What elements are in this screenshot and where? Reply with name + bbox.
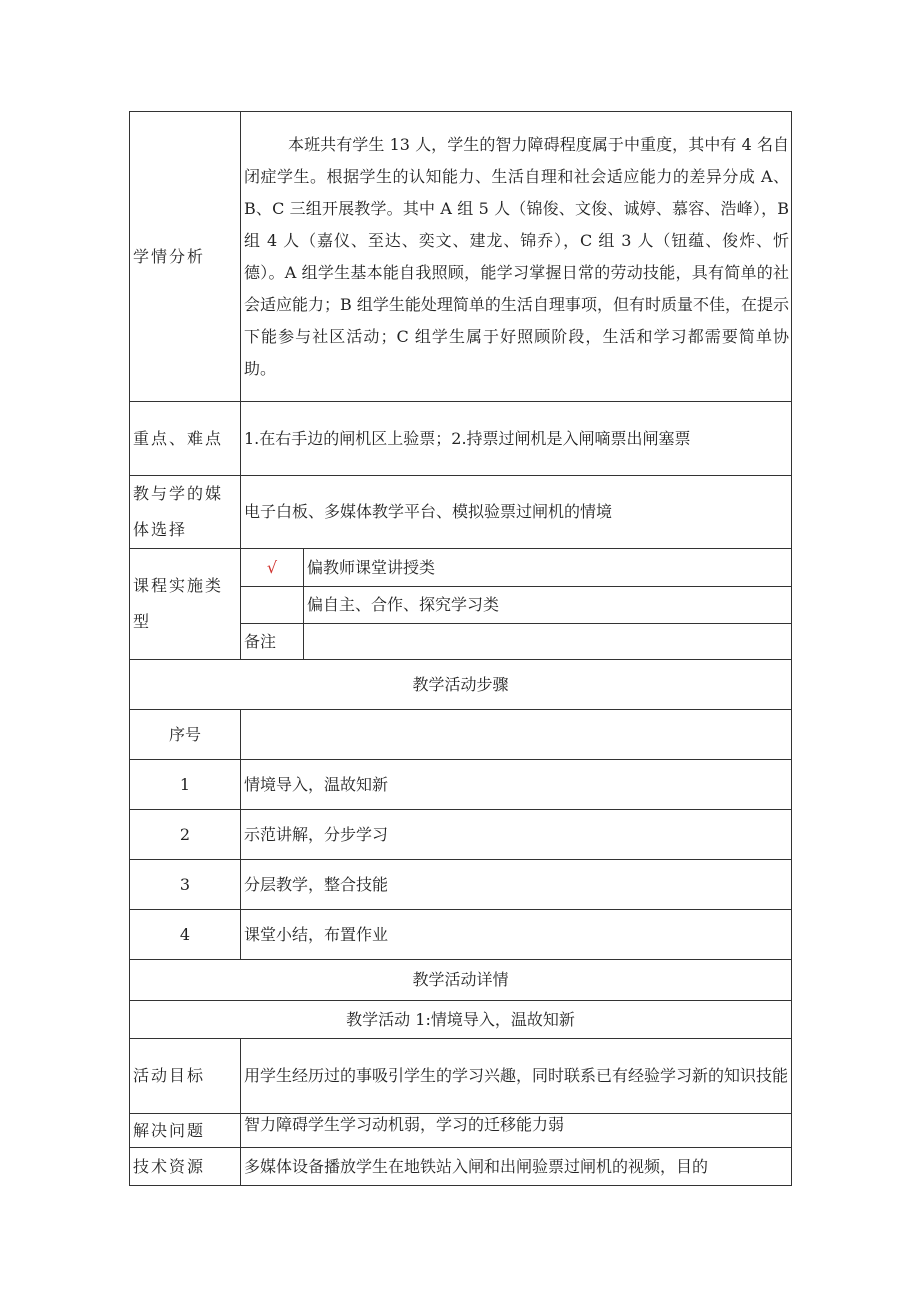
tech-text: 多媒体设备播放学生在地铁站入闸和出闸验票过闸机的视频，目的 [241,1148,792,1186]
media-row [130,476,792,549]
key-points-text: 1.在右手边的闸机区上验票；2.持票过闸机是入闸嘀票出闸塞票 [241,402,792,476]
activity-title-row [130,1001,792,1039]
step-number: 2 [130,810,241,860]
media-text: 电子白板、多媒体教学平台、模拟验票过闸机的情境 [241,476,792,549]
student-analysis-row [130,112,792,402]
problem-text: 智力障碍学生学习动机弱，学习的迁移能力弱 [241,1114,792,1148]
activity-title: 教学活动 1:情境导入，温故知新 [130,1001,792,1039]
goal-label: 活动目标 [130,1039,241,1114]
details-title: 教学活动详情 [130,960,792,1001]
steps-header-row [130,710,792,760]
course-type-option-1: 偏教师课堂讲授类 [304,549,792,587]
step-number: 1 [130,760,241,810]
media-label: 教与学的媒体选择 [130,476,241,549]
lesson-plan-document [129,111,791,1186]
step-text: 示范讲解，分步学习 [241,810,792,860]
goal-text: 用学生经历过的事吸引学生的学习兴趣，同时联系已有经验学习新的知识技能 [241,1039,792,1114]
step-row [130,910,792,960]
problem-label: 解决问题 [130,1114,241,1148]
step-number: 4 [130,910,241,960]
steps-header-content [241,710,792,760]
check-mark: √ [241,549,304,587]
step-row [130,860,792,910]
goal-row [130,1039,792,1114]
student-analysis-label: 学情分析 [130,112,241,402]
key-points-label: 重点、难点 [130,402,241,476]
step-text: 情境导入，温故知新 [241,760,792,810]
step-number: 3 [130,860,241,910]
steps-title: 教学活动步骤 [130,660,792,710]
check-cell-empty [241,587,304,624]
tech-label: 技术资源 [130,1148,241,1186]
step-row [130,760,792,810]
course-type-row-1 [130,549,792,587]
course-type-option-2: 偏自主、合作、探究学习类 [304,587,792,624]
key-points-row [130,402,792,476]
remark-label: 备注 [241,624,304,660]
index-header: 序号 [130,710,241,760]
tech-row [130,1148,792,1186]
student-analysis-text: 本班共有学生 13 人，学生的智力障碍程度属于中重度，其中有 4 名自闭症学生。根据学生的认知能力、生活自理和社会适应能力的差异分成 A、B、C 三组开展教学。其中 A 组 5 人（锦俊、文俊、诚婷、慕容、浩峰），B 组 4 人（嘉仪、至达、奕文、建龙、锦乔），C 组 3 人（钮蕴、俊炸、忻德）。A 组学生基本能自我照顾，能学习掌握日常的劳动技能，具有简单的社会适应能力；B 组学生能处理简单的生活自理事项，但有时质量不佳，在提示下能参与社区活动；C 组学生属于好照顾阶段，生活和学习都需要简单协助。 [241,112,792,402]
details-title-row [130,960,792,1001]
steps-title-row [130,660,792,710]
course-type-label: 课程实施类型 [130,549,241,660]
remark-value [304,624,792,660]
problem-row [130,1114,792,1148]
step-row [130,810,792,860]
lesson-plan-table [129,111,792,1186]
step-text: 分层教学，整合技能 [241,860,792,910]
step-text: 课堂小结，布置作业 [241,910,792,960]
